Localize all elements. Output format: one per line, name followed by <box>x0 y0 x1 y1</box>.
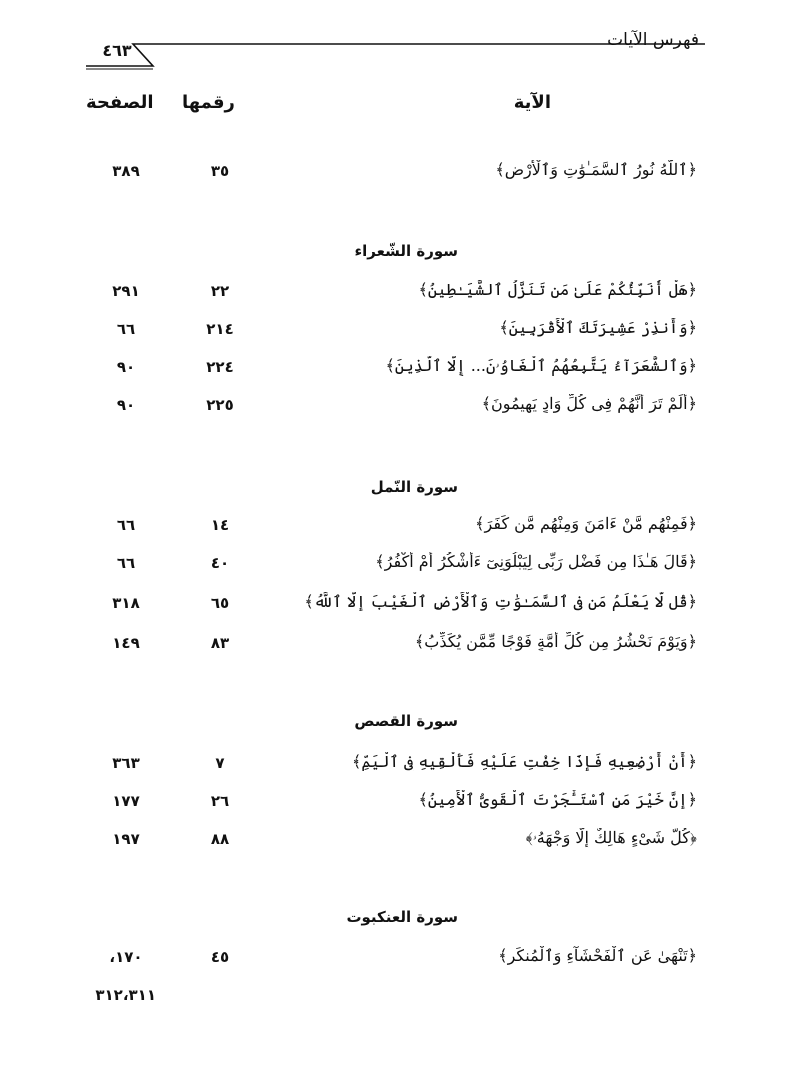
column-heading-ayah: الآية <box>513 92 551 113</box>
ayah-number: ٨٨ <box>210 830 230 848</box>
running-title: فهرس الآيات <box>607 30 699 50</box>
page-ref: ٣٦٣ <box>112 754 140 772</box>
surah-heading: سورة القصص <box>354 712 458 730</box>
ayah-text: ﴿أَلَمْ تَرَ أَنَّهُمْ فِى كُلِّ وَادٍ يَهِيمُونَ﴾ <box>481 394 697 413</box>
page-ref: ١٧٠، <box>109 948 143 966</box>
page-ref-continued: ٣١٢،٣١١ <box>95 986 156 1004</box>
page-ref: ٣١٨ <box>112 594 140 612</box>
ayah-text: ﴿فَمِنْهُم مَّنْ ءَامَنَ وَمِنْهُم مَّن كَفَرَ﴾ <box>475 514 697 533</box>
ayah-text: ﴿أَنْ أَرْضِعِيهِ فَإِذَا خِفْتِ عَلَيْهِ فَأَلْقِيهِ فِى ٱلْيَمِّ﴾ <box>352 752 697 771</box>
page-ref: ١٤٩ <box>112 634 140 652</box>
page-ref: ٩٠ <box>116 358 136 376</box>
page-ref: ٣٨٩ <box>112 162 140 180</box>
ayah-text: ﴿ٱللَّهُ نُورُ ٱلسَّمَـٰوَٰتِ وَٱلْأَرْضِ﴾ <box>495 160 697 179</box>
page-ref: ٦٦ <box>116 320 136 338</box>
ayah-number: ٢٦ <box>210 792 230 810</box>
ayah-number: ٢٢ <box>210 282 230 300</box>
ayah-text: ﴿كُلُّ شَىْءٍ هَالِكٌ إِلَّا وَجْهَهُۥ﴾ <box>525 828 697 847</box>
ayah-text: ﴿تَنْهَىٰ عَنِ ٱلْفَحْشَآءِ وَٱلْمُنكَرِ﴾ <box>498 946 697 965</box>
column-heading-number: رقمها <box>182 92 235 113</box>
page-ref: ٦٦ <box>116 516 136 534</box>
ayah-number: ٦٥ <box>210 594 230 612</box>
ayah-number: ٢١٤ <box>206 320 234 338</box>
ayah-text: ﴿وَٱلشُّعَرَآءُ يَتَّبِعُهُمُ ٱلْغَاوُۥنَ... إِلَّا ٱلَّذِينَ﴾ <box>385 356 697 375</box>
ayah-text: ﴿قَالَ هَـٰذَا مِن فَضْلِ رَبِّى لِيَبْلُوَنِىٓ ءَأَشْكُرُ أَمْ أَكْفُرُ﴾ <box>375 552 697 571</box>
page-ref: ٢٩١ <box>112 282 140 300</box>
ayah-number: ٤٠ <box>210 554 230 572</box>
ayah-number: ٣٥ <box>210 162 230 180</box>
surah-heading: سورة النّمل <box>370 478 458 496</box>
column-heading-page: الصفحة <box>86 92 154 113</box>
ayah-text: ﴿وَيَوْمَ نَحْشُرُ مِن كُلِّ أُمَّةٍ فَوْجًا مِّمَّن يُكَذِّبُ﴾ <box>414 632 697 651</box>
ayah-number: ٧ <box>215 754 225 772</box>
ayah-text: ﴿هَلْ أُنَبِّئُكُمْ عَلَىٰ مَن تَنَزَّلُ ٱلشَّيَـٰطِينُ﴾ <box>418 280 697 299</box>
ayah-number: ١٤ <box>210 516 230 534</box>
page-ref: ٦٦ <box>116 554 136 572</box>
ayah-text: ﴿إِنَّ خَيْرَ مَنِ ٱسْتَـْٔجَرْتَ ٱلْقَوِىُّ ٱلْأَمِينُ﴾ <box>418 790 697 809</box>
ayah-number: ٢٢٥ <box>206 396 234 414</box>
ayah-text: ﴿وَأَنذِرْ عَشِيرَتَكَ ٱلْأَقْرَبِينَ﴾ <box>499 318 697 337</box>
ayah-number: ٤٥ <box>210 948 230 966</box>
surah-heading: سورة الشّعراء <box>354 242 458 260</box>
surah-heading: سورة العنكبوت <box>346 908 458 926</box>
ayah-text: ﴿قُل لَّا يَعْلَمُ مَن فِى ٱلسَّمَـٰوَٰتِ وَٱلْأَرْضِ ٱلْغَيْبَ إِلَّا ٱللَّهُ﴾ <box>304 592 697 611</box>
page-ref: ١٧٧ <box>112 792 140 810</box>
page-number: ٤٦٣ <box>102 41 132 60</box>
ayah-number: ٢٢٤ <box>206 358 234 376</box>
page-ref: ٩٠ <box>116 396 136 414</box>
page-ref: ١٩٧ <box>112 830 140 848</box>
ayah-number: ٨٣ <box>210 634 230 652</box>
